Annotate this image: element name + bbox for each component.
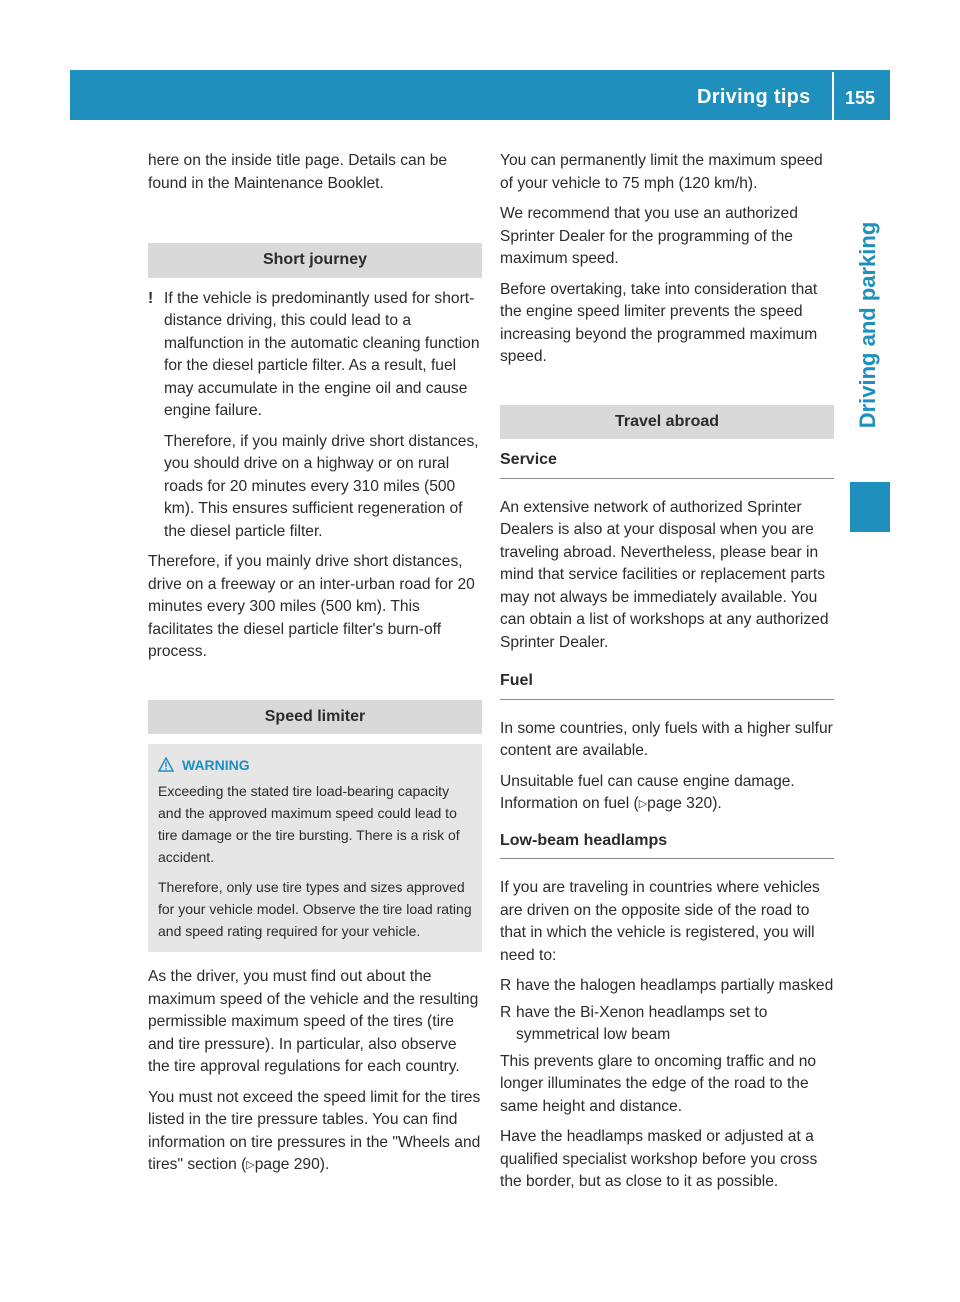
warning-paragraph-2: Therefore, only use tire types and sizes approved for your vehicle model. Observe the tire load rating and speed rating required for your vehicle. [158, 879, 472, 939]
right-paragraph-3: Before overtaking, take into consideration that the engine speed limiter prevents the speed increasing beyond the programmed maximum speed. [500, 280, 818, 365]
warning-header [158, 754, 472, 776]
warning-label: WARNING [182, 757, 250, 773]
section-heading-speed-limiter: Speed limiter [148, 700, 482, 735]
page-reference-link[interactable]: page 290 [254, 1156, 320, 1173]
page-ref-arrow-icon: ▷ [638, 798, 648, 810]
right-column [500, 150, 834, 1202]
low-beam-intro: If you are traveling in countries where vehicles are driven on the opposite side of the road to that in which the vehicle is registered, you will need to: [500, 879, 820, 964]
page-header-title: Driving tips [697, 86, 811, 108]
speed-limiter-paragraph-1: As the driver, you must find out about the maximum speed of the vehicle and the resulting permissible maximum speed of the tires (tire and tire pressure). In particular, also observe the tire approval regulations for each country. [148, 968, 479, 1075]
service-paragraph: An extensive network of authorized Sprinter Dealers is also at your disposal when you are traveling abroad. Nevertheless, please bear in mind that service facilities or replacement parts may not always be immediately available. You can obtain a list of workshops at any authorized Sprinter Dealer. [500, 498, 829, 651]
list-item: R have the Bi-Xenon headlamps set to symmetrical low beam [500, 1003, 768, 1043]
subheading-fuel: Fuel [500, 670, 834, 700]
subheading-low-beam: Low-beam headlamps [500, 830, 834, 860]
chapter-side-label: Driving and parking [855, 221, 880, 429]
list-item: R have the halogen headlamps partially masked [500, 975, 834, 998]
short-journey-body: Therefore, if you mainly drive short distances, drive on a freeway or an inter-urban road for 20 minutes every 300 miles (500 km). This facilitates the diesel particle filter's burn-off process. [148, 553, 475, 660]
note-short-journey [148, 288, 482, 544]
header-divider [832, 72, 834, 120]
note-paragraph-2: Therefore, if you mainly drive short distances, you should drive on a highway or on rural roads for 20 minutes every 310 miles (500 km). This ensures sufficient regeneration of the diesel particle filter. [164, 432, 479, 540]
bullet-icon: R [500, 1003, 512, 1021]
warning-box [148, 744, 482, 952]
page-reference-link[interactable]: page 320 [647, 795, 713, 812]
subheading-service: Service [500, 449, 834, 479]
left-column [148, 150, 482, 1185]
page-ref-arrow-icon: ▷ [246, 1159, 255, 1171]
note-paragraph-1: If the vehicle is predominantly used for short-distance driving, this could lead to a malfunction in the automatic cleaning function for the diesel particle filter. As a result, fuel may accumulate in the engine oil and cause engine failure. [164, 289, 480, 419]
section-heading-travel-abroad: Travel abroad [500, 405, 834, 440]
speed-limiter-paragraph-2: You must not exceed the speed limit for the tires listed in the tire pressure tables. You can find information on tire pressures in the "Wheels and tires" section (▷page 290). [148, 1088, 481, 1173]
fuel-paragraph-1: In some countries, only fuels with a higher sulfur content are available. [500, 719, 833, 759]
low-beam-paragraph-3: Have the headlamps masked or adjusted at a qualified specialist workshop before you cross the border, but as close to it as possible. [500, 1128, 818, 1190]
warning-triangle-icon [158, 757, 174, 772]
right-paragraph-1: You can permanently limit the maximum speed of your vehicle to 75 mph (120 km/h). [500, 152, 823, 192]
chapter-side-marker [850, 482, 890, 532]
page-number: 155 [845, 88, 876, 108]
intro-paragraph: here on the inside title page. Details can be found in the Maintenance Booklet. [148, 152, 448, 192]
note-exclamation-icon: ! [148, 289, 154, 307]
warning-paragraph-1: Exceeding the stated tire load-bearing capacity and the approved maximum speed could lead to tire damage or the tire bursting. There is a risk of accident. [158, 783, 460, 865]
fuel-paragraph-2: Unsuitable fuel can cause engine damage. Information on fuel (▷page 320). [500, 772, 795, 812]
right-paragraph-2: We recommend that you use an authorized Sprinter Dealer for the programming of the maximum speed. [500, 205, 798, 267]
low-beam-paragraph-2: This prevents glare to oncoming traffic and no longer illuminates the edge of the road to the same height and distance. [500, 1052, 817, 1115]
section-heading-short-journey: Short journey [148, 243, 482, 278]
bullet-icon: R [500, 977, 512, 994]
